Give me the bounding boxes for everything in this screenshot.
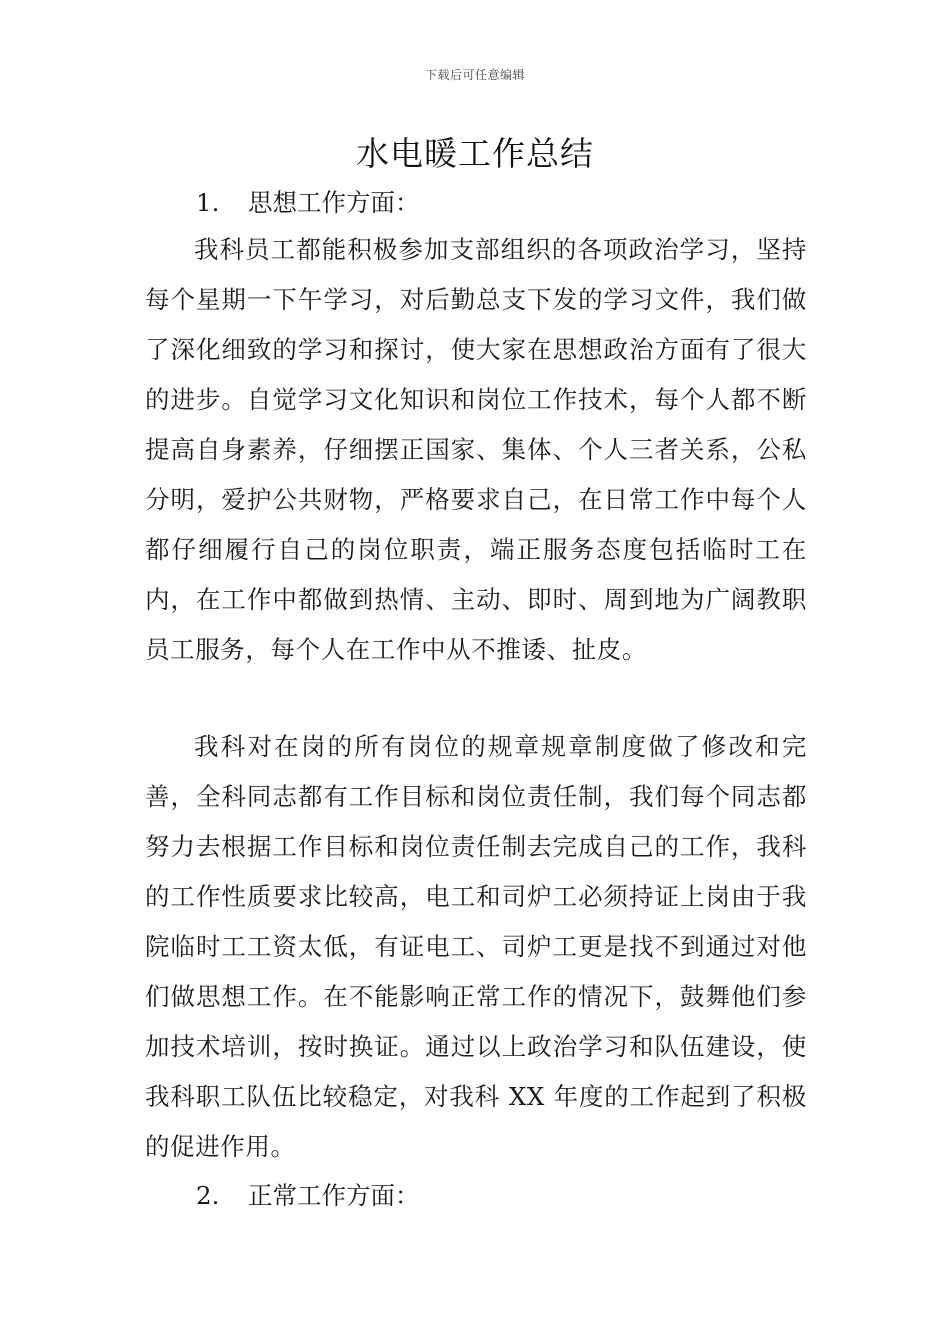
paragraph-2 <box>145 722 807 1172</box>
paragraph-1 <box>145 225 807 675</box>
section-heading-2 <box>196 1171 420 1221</box>
paragraph-2-text: 我科对在岗的所有岗位的规章规章制度做了修改和完善，全科同志都有工作目标和岗位责任制，我们每个同志都努力去根据工作目标和岗位责任制去完成自己的工作，我科的工作性质要求比较高，电工和司炉工必须持证上岗由于我院临时工工资太低，有证电工、司炉工更是找不到通过对他们做思想工作。在不能影响正常工作的情况下，鼓舞他们参加技术培训，按时换证。通过以上政治学习和队伍建设，使我科职工队伍比较稳定，对我科 XX 年度的工作起到了积极的促进作用。 <box>145 732 807 1161</box>
section-number-1: 1. <box>196 188 220 217</box>
paragraph-1-text: 我科员工都能积极参加支部组织的各项政治学习，坚持每个星期一下午学习，对后勤总支下发的学习文件，我们做了深化细致的学习和探讨，使大家在思想政治方面有了很大的进步。自觉学习文化知识和岗位工作技术，每个人都不断提高自身素养，仔细摆正国家、集体、个人三者关系，公私分明，爱护公共财物，严格要求自己，在日常工作中每个人都仔细履行自己的岗位职责，端正服务态度包括临时工在内，在工作中都做到热情、主动、即时、周到地为广阔教职员工服务，每个人在工作中从不推诿、扯皮。 <box>145 235 807 664</box>
section-heading-1 <box>196 178 420 228</box>
document-title: 水电暖工作总结 <box>356 134 594 173</box>
header-note: 下载后可任意编辑 <box>424 68 525 82</box>
section-title-1: 思想工作方面： <box>248 188 420 217</box>
section-title-2: 正常工作方面： <box>248 1181 420 1210</box>
section-number-2: 2. <box>196 1181 220 1210</box>
